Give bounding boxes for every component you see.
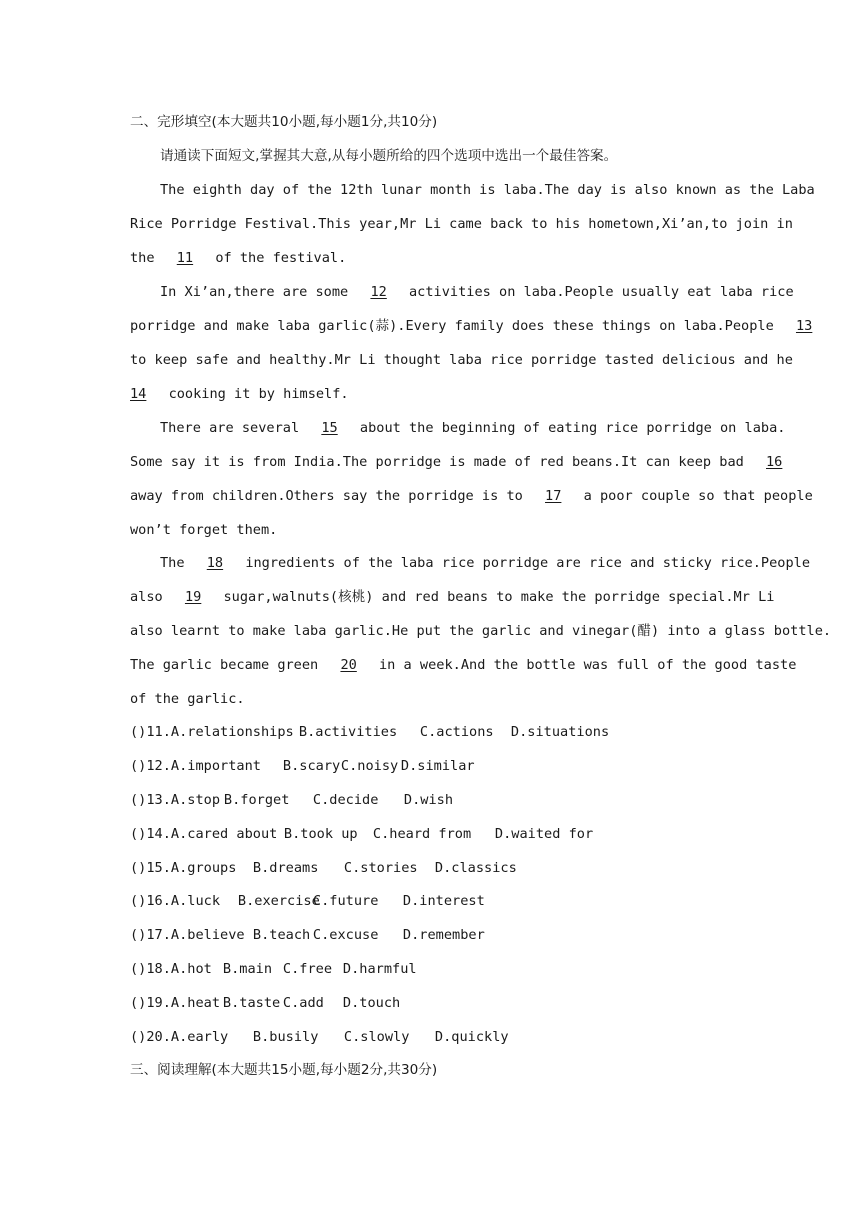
question-12 — [130, 756, 475, 776]
option-a: A.cared about — [170, 826, 278, 842]
passage-line — [160, 282, 794, 302]
passage-line — [130, 384, 730, 404]
blank-17: 17 — [545, 488, 562, 504]
passage-line — [130, 248, 730, 268]
passage-text: the — [130, 250, 155, 266]
question-number: ()17. — [130, 927, 171, 943]
passage-text: The eighth day of the 12th lunar month is laba.The day is also known as the Laba — [160, 182, 815, 198]
option-b: B.scary — [282, 758, 341, 774]
option-a: A.important — [170, 758, 261, 774]
option-a: A.heat — [170, 995, 221, 1011]
passage-text: In Xi’an,there are some — [160, 284, 349, 300]
passage-line — [160, 418, 786, 438]
option-c: C.noisy — [340, 758, 399, 774]
passage-text: in a week.And the bottle was full of the good taste — [379, 657, 797, 673]
passage-text: The — [160, 555, 185, 571]
passage-text: activities on laba.People usually eat laba rice — [409, 284, 794, 300]
section2-instruction: 请通读下面短文,掌握其大意,从每小题所给的四个选项中选出一个最佳答案。 — [160, 148, 618, 164]
option-b: B.forget — [223, 792, 290, 808]
passage-text: about the beginning of eating rice porridge on laba. — [359, 420, 786, 436]
option-b: B.activities — [298, 724, 398, 740]
blank-12: 12 — [370, 284, 387, 300]
option-a: A.groups — [170, 860, 237, 876]
blank-15: 15 — [321, 420, 338, 436]
option-b: B.main — [222, 961, 273, 977]
option-a: A.believe — [170, 927, 245, 943]
question-number: ()14. — [130, 826, 171, 842]
blank-18: 18 — [206, 555, 224, 571]
passage-text: Some say it is from India.The porridge is made of red beans.It can keep bad — [130, 454, 744, 470]
question-number: ()19. — [130, 995, 171, 1011]
passage-text: won’t forget them. — [130, 522, 278, 538]
option-c: C.excuse — [312, 927, 379, 943]
option-d: D.waited for — [494, 826, 594, 842]
passage-text: a poor couple so that people — [583, 488, 813, 504]
question-17 — [130, 925, 485, 945]
blank-11: 11 — [176, 250, 194, 266]
passage-line — [160, 553, 811, 573]
passage-text: away from children.Others say the porridge is to — [130, 488, 523, 504]
question-number: ()12. — [130, 758, 171, 774]
question-16 — [130, 891, 485, 911]
passage-text: also learnt to make laba garlic.He put the garlic and vinegar(醋) into a glass bottle. — [130, 623, 832, 639]
option-d: D.wish — [403, 792, 454, 808]
question-number: ()13. — [130, 792, 171, 808]
option-a: A.stop — [170, 792, 221, 808]
passage-line — [130, 621, 832, 641]
question-19 — [130, 993, 400, 1013]
passage-text: also — [130, 589, 163, 605]
option-b: B.taste — [222, 995, 281, 1011]
option-d: D.remember — [402, 927, 485, 943]
blank-19: 19 — [184, 589, 202, 605]
passage-line — [130, 587, 775, 607]
question-number: ()16. — [130, 893, 171, 909]
option-a: A.luck — [170, 893, 221, 909]
passage-text: ingredients of the laba rice porridge are rice and sticky rice.People — [245, 555, 811, 571]
option-d: D.situations — [510, 724, 610, 740]
passage-line — [130, 350, 793, 370]
question-number: ()18. — [130, 961, 171, 977]
passage-line — [130, 520, 730, 540]
option-b: B.busily — [252, 1029, 319, 1045]
option-c: C.heard from — [372, 826, 472, 842]
option-d: D.classics — [434, 860, 517, 876]
option-d: D.interest — [402, 893, 485, 909]
option-a: A.hot — [170, 961, 212, 977]
option-b: B.dreams — [252, 860, 319, 876]
question-20 — [130, 1027, 509, 1047]
question-number: ()15. — [130, 860, 171, 876]
question-14 — [130, 824, 593, 844]
passage-line — [130, 452, 783, 472]
passage-text: porridge and make laba garlic(蒜).Every family does these things on laba.People — [130, 318, 774, 334]
passage-text: The garlic became green — [130, 657, 319, 673]
passage-text: cooking it by himself. — [168, 386, 349, 402]
option-c: C.free — [282, 961, 333, 977]
option-c: C.slowly — [343, 1029, 410, 1045]
passage-text: There are several — [160, 420, 300, 436]
section2-heading: 二、完形填空(本大题共10小题,每小题1分,共10分) — [130, 114, 438, 130]
question-18 — [130, 959, 417, 979]
option-b: B.teach — [252, 927, 311, 943]
question-15 — [130, 858, 517, 878]
blank-20: 20 — [340, 657, 357, 673]
option-c: C.add — [282, 995, 324, 1011]
passage-line — [130, 655, 797, 675]
passage-line — [130, 214, 793, 234]
option-c: C.actions — [419, 724, 494, 740]
blank-16: 16 — [766, 454, 783, 470]
option-b: B.exercise — [237, 893, 320, 909]
question-11 — [130, 722, 609, 742]
passage-text: of the garlic. — [130, 691, 245, 707]
question-13 — [130, 790, 453, 810]
option-c: C.decide — [312, 792, 379, 808]
option-d: D.quickly — [434, 1029, 509, 1045]
section3-heading: 三、阅读理解(本大题共15小题,每小题2分,共30分) — [130, 1062, 438, 1078]
blank-13: 13 — [795, 318, 813, 334]
question-number: ()11. — [130, 724, 171, 740]
option-b: B.took up — [283, 826, 358, 842]
passage-line — [130, 316, 813, 336]
passage-text: Rice Porridge Festival.This year,Mr Li came back to his hometown,Xi’an,to join in — [130, 216, 793, 232]
option-d: D.harmful — [342, 961, 417, 977]
blank-14: 14 — [130, 386, 147, 402]
option-a: A.early — [170, 1029, 229, 1045]
passage-line — [130, 689, 730, 709]
question-number: ()20. — [130, 1029, 171, 1045]
option-d: D.similar — [400, 758, 475, 774]
passage-line — [160, 180, 815, 200]
option-c: C.future — [312, 893, 379, 909]
option-c: C.stories — [343, 860, 418, 876]
passage-text: sugar,walnuts(核桃) and red beans to make the porridge special.Mr Li — [223, 589, 775, 605]
passage-text: of the festival. — [215, 250, 347, 266]
option-a: A.relationships — [170, 724, 294, 740]
option-d: D.touch — [342, 995, 401, 1011]
passage-line — [130, 486, 813, 506]
passage-text: to keep safe and healthy.Mr Li thought laba rice porridge tasted delicious and he — [130, 352, 793, 368]
